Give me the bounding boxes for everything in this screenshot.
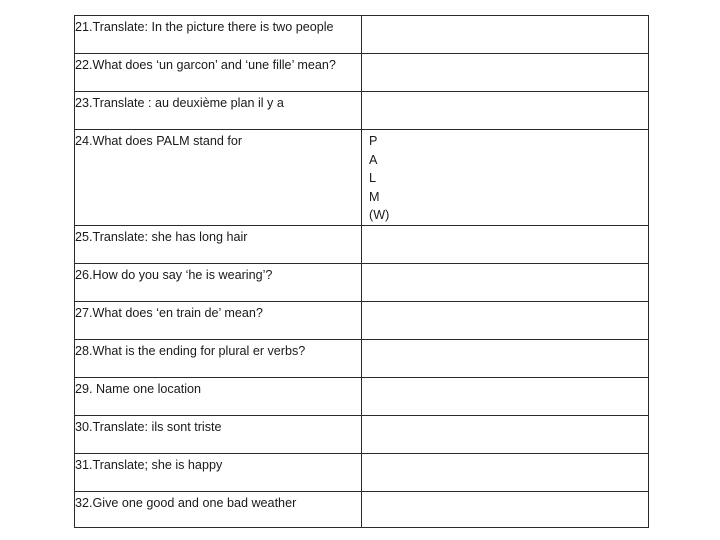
question-text: 27.What does ‘en train de’ mean? <box>75 305 263 320</box>
answer-cell[interactable] <box>362 54 649 92</box>
answer-cell[interactable] <box>362 92 649 130</box>
table-row <box>75 225 649 263</box>
answer-cell[interactable] <box>362 263 649 301</box>
question-cell <box>75 491 362 527</box>
table-row <box>75 491 649 527</box>
answer-cell[interactable] <box>362 415 649 453</box>
palm-acronym <box>362 130 648 225</box>
question-cell <box>75 453 362 491</box>
table-row <box>75 92 649 130</box>
question-cell <box>75 301 362 339</box>
question-text: 21.Translate: In the picture there is two people <box>75 20 334 34</box>
answer-cell[interactable] <box>362 377 649 415</box>
question-text: 31.Translate; she is happy <box>75 457 223 472</box>
palm-letter-a: A <box>369 152 378 167</box>
palm-letter-p: P <box>369 134 378 148</box>
answer-cell[interactable] <box>362 16 649 54</box>
question-text: 25.Translate: she has long hair <box>75 229 248 244</box>
question-text: 24.What does PALM stand for <box>75 134 243 148</box>
table-row <box>75 263 649 301</box>
question-cell <box>75 225 362 263</box>
question-cell <box>75 263 362 301</box>
question-text: 23.Translate : au deuxième plan il y a <box>75 96 284 110</box>
question-text: 30.Translate: ils sont triste <box>75 419 222 434</box>
question-cell <box>75 92 362 130</box>
table-row <box>75 54 649 92</box>
table-row <box>75 16 649 54</box>
question-cell <box>75 377 362 415</box>
question-cell <box>75 130 362 226</box>
answer-cell[interactable] <box>362 453 649 491</box>
palm-letter-w: (W) <box>369 208 390 222</box>
table-row <box>75 130 649 226</box>
table-row <box>75 377 649 415</box>
table-row <box>75 339 649 377</box>
answer-cell[interactable] <box>362 225 649 263</box>
question-cell <box>75 415 362 453</box>
question-text: 32.Give one good and one bad weather <box>75 495 297 510</box>
question-text: 28.What is the ending for plural er verbs? <box>75 343 306 358</box>
question-cell <box>75 339 362 377</box>
answer-cell[interactable] <box>362 130 649 226</box>
palm-letter-l: L <box>369 171 377 185</box>
answer-cell[interactable] <box>362 491 649 527</box>
question-cell <box>75 16 362 54</box>
answer-cell[interactable] <box>362 301 649 339</box>
question-cell <box>75 54 362 92</box>
palm-letter-m: M <box>369 189 380 204</box>
question-text: 22.What does ‘un garcon’ and ‘une fille’ mean? <box>75 58 336 72</box>
table-row <box>75 301 649 339</box>
answer-cell[interactable] <box>362 339 649 377</box>
table-row <box>75 453 649 491</box>
table-row <box>75 415 649 453</box>
quiz-table <box>74 15 649 528</box>
question-text: 29. Name one location <box>75 381 202 396</box>
question-text: 26.How do you say ‘he is wearing’? <box>75 267 273 282</box>
